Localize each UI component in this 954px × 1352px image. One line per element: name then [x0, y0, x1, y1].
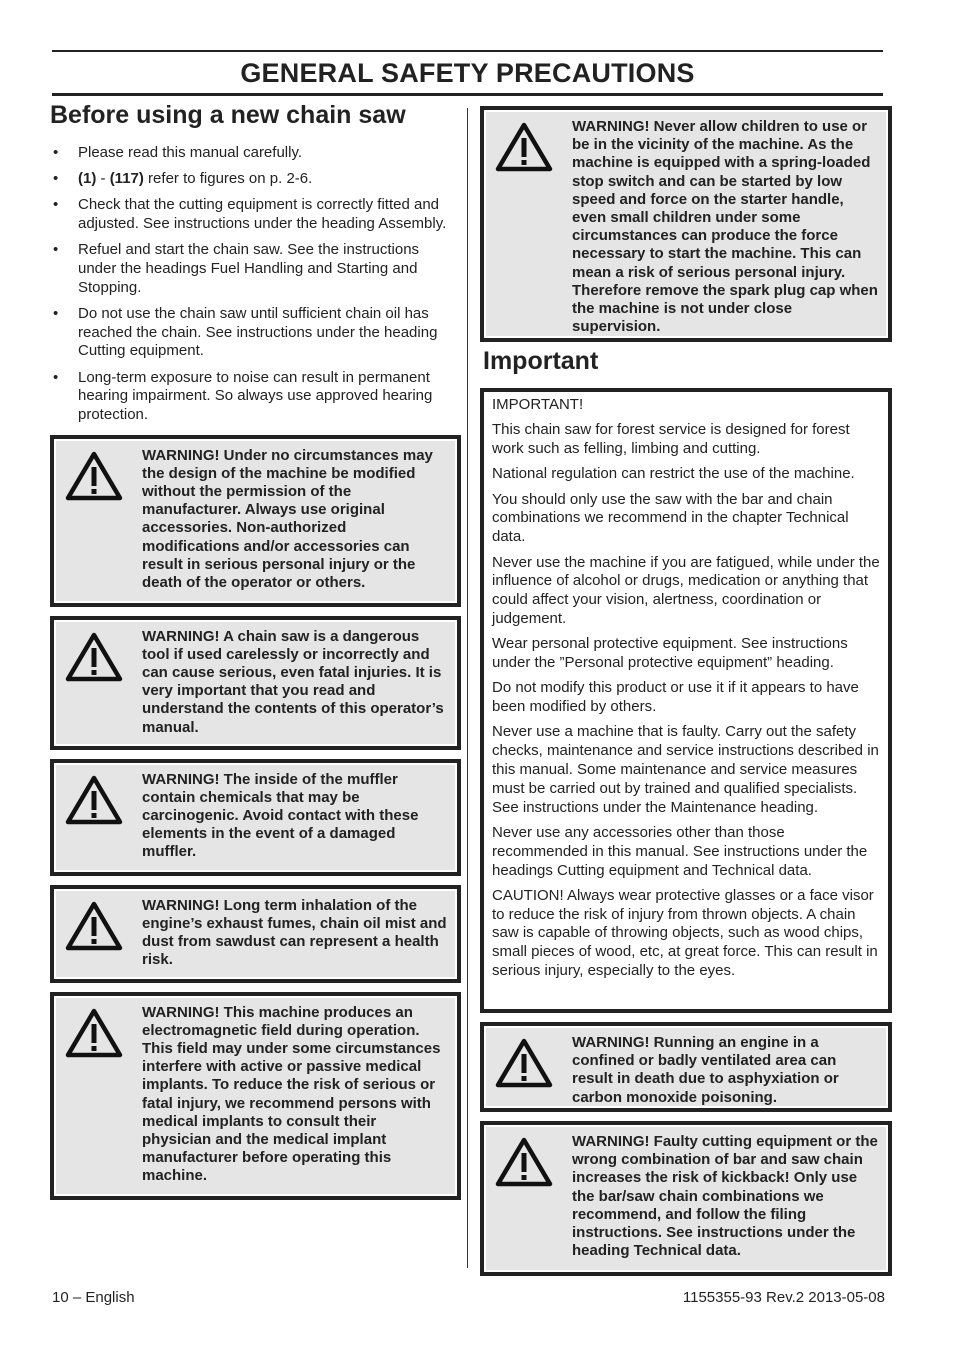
warning-box — [480, 1121, 892, 1276]
warning-text: WARNING! Faulty cutting equipment or the wrong combination of bar and saw chain increases the risk of kickback! Only use the bar/saw chain combinations we recommend, and follow the filing instructions. See instructions under the heading Technical data. — [572, 1133, 878, 1260]
warning-triangle-icon — [494, 1034, 572, 1099]
list-item: • (1) - (117) refer to figures on p. 2-6. — [53, 170, 313, 188]
warning-box-children — [480, 106, 892, 342]
section-heading-important: Important — [483, 347, 599, 375]
warning-text: WARNING! Running an engine in a confined or badly ventilated area can result in death due to asphyxiation or carbon monoxide poisoning. — [572, 1034, 839, 1106]
warning-text: WARNING! A chain saw is a dangerous tool if used carelessly or incorrectly and can cause serious, even fatal injuries. It is very important that you read and understand the contents of this operator’s manual. — [142, 627, 444, 736]
document-revision: 1155355-93 Rev.2 2013-05-08 — [682, 1289, 885, 1306]
list-item: • Check that the cutting equipment is correctly fitted and adjusted. See instructions under the heading Assembly. — [53, 196, 447, 233]
warning-triangle-icon — [64, 897, 142, 970]
important-paragraph: National regulation can restrict the use of the machine. — [492, 465, 855, 483]
list-item: • Long-term exposure to noise can result in permanent hearing impairment. So always use approved hearing protection. — [53, 368, 433, 423]
list-item: • Please read this manual carefully. — [53, 144, 303, 161]
warning-box — [50, 435, 461, 607]
page-title: GENERAL SAFETY PRECAUTIONS — [240, 58, 695, 88]
important-paragraph: Never use any accessories other than those recommended in this manual. See instructions under the headings Cutting equipment and Technical data. — [492, 823, 868, 879]
important-box — [480, 388, 892, 1013]
left-column — [50, 98, 461, 1200]
warning-box — [50, 759, 461, 876]
important-paragraph: Never use a machine that is faulty. Carry out the safety checks, maintenance and service instructions described in this manual. Some maintenance and service measures must be carried out by trained and qualified specialists. See instructions under the Maintenance heading. — [492, 723, 879, 816]
bullet-icon: • — [53, 144, 59, 161]
warning-triangle-icon — [64, 628, 142, 737]
important-paragraph: Wear personal protective equipment. See instructions under the ”Personal protective equipment” heading. — [492, 635, 848, 672]
warning-text: WARNING! The inside of the muffler contain chemicals that may be carcinogenic. Avoid contact with these elements in the event of a damaged muffler. — [142, 770, 419, 861]
warning-text: WARNING! Long term inhalation of the engine’s exhaust fumes, chain oil mist and dust from sawdust can represent a health risk. — [142, 896, 447, 969]
header-rule-bottom — [52, 93, 883, 96]
bullet-icon: • — [53, 196, 59, 214]
bullet-icon: • — [53, 241, 59, 259]
list-item: • Do not use the chain saw until sufficient chain oil has reached the chain. See instructions under the heading Cutting equipment. — [53, 304, 438, 360]
important-paragraph: CAUTION! Always wear protective glasses or a face visor to reduce the risk of injury from thrown objects. A chain saw is capable of throwing objects, such as wood chips, small pieces of wood, etc, at great force. This can result in serious injury, especially to the eyes. — [492, 886, 878, 980]
section-heading-before-use: Before using a new chain saw — [50, 101, 406, 129]
important-paragraph: You should only use the saw with the bar and chain combinations we recommend in the chapter Technical data. — [492, 490, 849, 546]
warning-text: WARNING! Never allow children to use or be in the vicinity of the machine. As the machine is equipped with a spring-loaded stop switch and can be started by low speed and force on the starter handle, even small children under some circumstances can produce the force necessary to start the machine. This can mean a risk of serious personal injury. Therefore remove the spark plug cap when the machine is not under close supervision. — [572, 118, 878, 336]
warning-triangle-icon — [494, 1133, 572, 1263]
warning-triangle-icon — [494, 118, 572, 329]
warning-triangle-icon — [64, 1004, 142, 1187]
page-number: 10 – English — [52, 1289, 135, 1306]
important-paragraph: This chain saw for forest service is designed for forest work such as felling, limbing and cutting. — [492, 421, 850, 458]
right-column — [480, 106, 892, 1276]
warning-text: WARNING! Under no circumstances may the design of the machine be modified without the permission of the manufacturer. Always use original accessories. Non-authorized modifications and/or accessories can result in serious personal injury or the death of the operator or others. — [142, 446, 433, 592]
warning-box — [480, 1022, 892, 1112]
warning-box — [50, 885, 461, 983]
important-paragraph: Do not modify this product or use it if it appears to have been modified by others. — [492, 679, 859, 716]
bullet-icon: • — [53, 368, 59, 386]
column-divider — [467, 108, 468, 1268]
warning-text: WARNING! This machine produces an electromagnetic field during operation. This field may under some circumstances interfere with active or passive medical implants. To reduce the risk of serious or fatal injury, we recommend persons with medical implants to consult their physician and the medical implant manufacturer before operating this machine. — [142, 1003, 441, 1185]
warning-triangle-icon — [64, 447, 142, 594]
important-paragraph: IMPORTANT! — [492, 396, 584, 413]
list-item: • Refuel and start the chain saw. See the instructions under the headings Fuel Handling and Starting and Stopping. — [53, 241, 420, 296]
important-paragraph: Never use the machine if you are fatigued, while under the influence of alcohol or drugs, medication or anything that could affect your vision, alertness, coordination or judgement. — [492, 553, 880, 627]
warning-box — [50, 992, 461, 1200]
warning-box — [50, 616, 461, 750]
bullet-icon: • — [53, 304, 59, 322]
bullet-icon: • — [53, 170, 59, 188]
instruction-list — [50, 144, 461, 425]
warning-triangle-icon — [64, 771, 142, 863]
header-rule-top — [52, 50, 883, 52]
